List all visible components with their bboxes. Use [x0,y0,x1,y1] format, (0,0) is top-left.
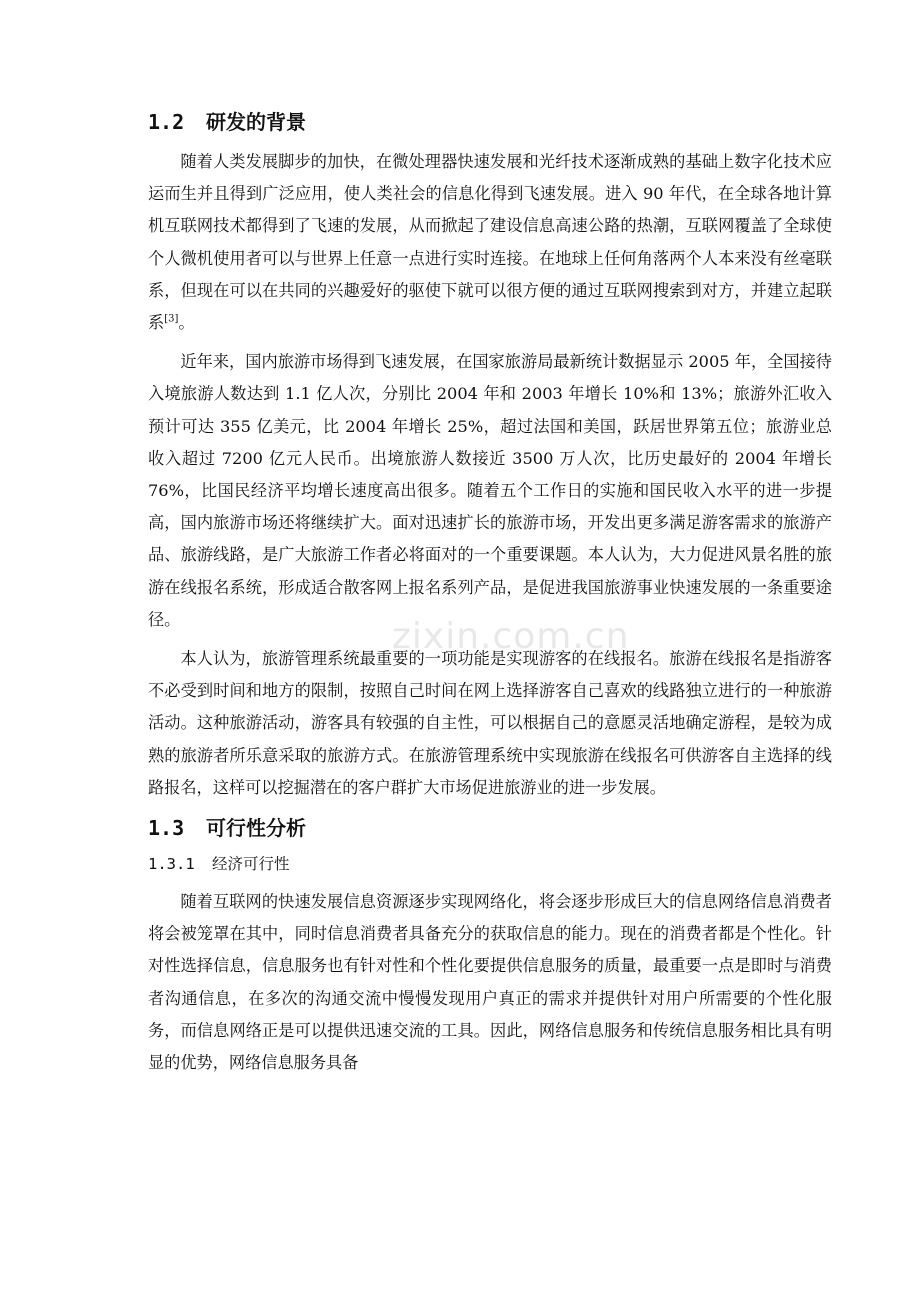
subsection-heading-1-3-1 [148,848,832,880]
paragraph-background-1 [148,146,832,339]
paragraph-background-2: 近年来，国内旅游市场得到飞速发展，在国家旅游局最新统计数据显示 2005 年，全国接待入境旅游人数达到 1.1 亿人次，分别比 2004 年和 2003 年增长 10%和 13%；旅游外汇收入预计可达 355 亿美元，比 2004 年增长 25%，超过法国和美国，跃居世界第五位；旅游业总收入超过 7200 亿元人民币。出境旅游人数接近 3500 万人次，比历史最好的 2004 年增长 76%，比国民经济平均增长速度高出很多。随着五个工作日的实施和国民收入水平的进一步提高，国内旅游市场还将继续扩大。面对迅速扩长的旅游市场，开发出更多满足游客需求的旅游产品、旅游线路，是广大旅游工作者必将面对的一个重要课题。本人认为，大力促进风景名胜的旅游在线报名系统，形成适合散客网上报名系列产品，是促进我国旅游事业快速发展的一条重要途径。 [148,352,832,629]
section-title: 研发的背景 [206,110,306,134]
paragraph-tail: 。 [178,313,195,333]
paragraph-text: 随着人类发展脚步的加快，在微处理器快速发展和光纤技术逐渐成熟的基础上数字化技术应运而生并且得到广泛应用，使人类社会的信息化得到飞速发展。进入 90 年代，在全球各地计算机互联网技术都得到了飞速的发展，从而掀起了建设信息高速公路的热潮，互联网覆盖了全球使个人微机使用者可以与世界上任意一点进行实时连接。在地球上任何角落两个人本来没有丝毫联系，但现在可以在共同的兴趣爱好的驱使下就可以很方便的通过互联网搜索到对方，并建立起联系 [148,152,832,333]
section-title: 可行性分析 [206,816,306,841]
section-number: 1.2 [148,110,185,134]
subsection-number: 1.3.1 [148,855,195,874]
paragraph-background-3: 本人认为，旅游管理系统最重要的一项功能是实现游客的在线报名。旅游在线报名是指游客不必受到时间和地方的限制，按照自己时间在网上选择游客自己喜欢的线路独立进行的一种旅游活动。这种旅游活动，游客具有较强的自主性，可以根据自己的意愿灵活地确定游程，是较为成熟的旅游者所乐意采取的旅游方式。在旅游管理系统中实现旅游在线报名可供游客自主选择的线路报名，这样可以挖掘潜在的客户群扩大市场促进旅游业的进一步发展。 [148,649,832,797]
citation-reference: [3] [164,313,179,325]
watermark: zixin.com.cn [392,616,630,657]
section-heading-1-2 [148,104,832,140]
page-content [148,104,832,1079]
section-heading-1-3 [148,810,832,846]
paragraph-economic-feasibility: 随着互联网的快速发展信息资源逐步实现网络化，将会逐步形成巨大的信息网络信息消费者将会被笼罩在其中，同时信息消费者具备充分的获取信息的能力。现在的消费者都是个性化。针对性选择信息，信息服务也有针对性和个性化要提供信息服务的质量，最重要一点是即时与消费者沟通信息，在多次的沟通交流中慢慢发现用户真正的需求并提供针对用户所需要的个性化服务，而信息网络正是可以提供迅速交流的工具。因此，网络信息服务和传统信息服务相比具有明显的优势，网络信息服务具备 [148,892,832,1073]
subsection-title: 经济可行性 [212,855,290,874]
section-number: 1.3 [148,816,185,841]
